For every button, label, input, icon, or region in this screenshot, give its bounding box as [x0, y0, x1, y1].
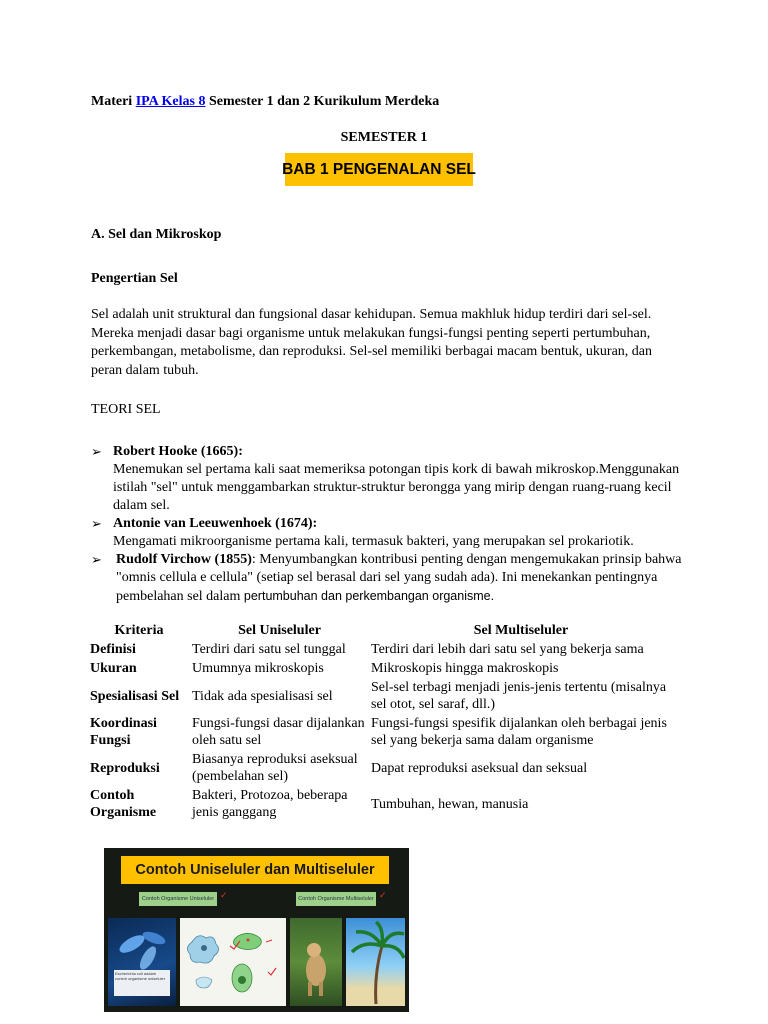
table-row	[88, 678, 673, 714]
label-uniseluler: Contoh Organisme Uniseluler	[139, 892, 217, 906]
scientist-description: Menemukan sel pertama kali saat memeriksa potongan tipis kork di bawah mikroskop.Menggunakan istilah "sel" untuk menggambarkan struktur-struktur berongga yang mirip dengan ruang-ruang kecil dalam sel.	[113, 462, 680, 513]
title-suffix: Semester 1 dan 2 Kurikulum Merdeka	[205, 94, 440, 109]
table-cell: Koordinasi Fungsi	[90, 716, 157, 748]
table-cell: Mikroskopis hingga makroskopis	[371, 661, 559, 676]
column-header: Kriteria	[114, 623, 164, 638]
table-cell: Fungsi-fungsi dasar dijalankan oleh satu sel	[192, 716, 365, 748]
table-cell: Umumnya mikroskopis	[192, 661, 324, 676]
table-cell: Reproduksi	[90, 760, 160, 776]
table-row	[88, 659, 673, 678]
title-prefix: Materi	[91, 94, 136, 109]
arrow-bullet-icon: ➢	[91, 552, 102, 567]
list-item	[91, 443, 691, 515]
dog-image	[290, 918, 342, 1006]
bacteria-caption: Escherichia coli adalah contoh organisme uniseluler	[115, 971, 166, 981]
protozoa-image	[180, 918, 286, 1006]
table-cell: Terdiri dari satu sel tunggal	[192, 642, 346, 657]
table-row	[88, 640, 673, 659]
figure-title: Contoh Uniseluler dan Multiseluler	[121, 856, 389, 884]
scientist-description: Mengamati mikroorganisme pertama kali, termasuk bakteri, yang merupakan sel prokariotik.	[113, 534, 634, 549]
table-cell: Tidak ada spesialisasi sel	[192, 688, 333, 704]
table-cell: Fungsi-fungsi spesifik dijalankan oleh berbagai jenis sel yang bekerja sama dalam organisme	[371, 716, 667, 748]
red-check-icon: ✓	[379, 891, 387, 901]
table-row	[88, 750, 673, 786]
dog-icon	[290, 918, 342, 1006]
table-cell: Contoh Organisme	[90, 788, 157, 820]
pengertian-heading: Pengertian Sel	[91, 271, 178, 286]
page-title	[91, 94, 439, 110]
table-cell: Biasanya reproduksi aseksual (pembelahan sel)	[192, 752, 358, 784]
table-row	[88, 786, 673, 822]
palm-tree-icon	[346, 918, 405, 1006]
palm-tree-image	[346, 918, 405, 1006]
semester-heading: SEMESTER 1	[340, 130, 428, 145]
bacteria-icon	[108, 918, 176, 1006]
table-cell: Terdiri dari lebih dari satu sel yang bekerja sama	[371, 642, 644, 657]
unicellular-multicellular-figure	[104, 848, 409, 1012]
table-cell: Tumbuhan, hewan, manusia	[371, 796, 529, 812]
bab-banner: BAB 1 PENGENALAN SEL	[285, 153, 473, 186]
table-cell: Dapat reproduksi aseksual dan seksual	[371, 760, 588, 776]
table-cell: Spesialisasi Sel	[90, 688, 180, 704]
column-header: Sel Uniseluler	[238, 623, 321, 638]
column-header: Sel Multiseluler	[473, 623, 569, 638]
table-cell: Sel-sel terbagi menjadi jenis-jenis tertentu (misalnya sel otot, sel saraf, dll.)	[371, 680, 667, 712]
scientist-name: Rudolf Virchow (1855)	[116, 552, 252, 567]
comparison-table	[88, 621, 673, 822]
list-item	[91, 551, 691, 606]
scientist-description-tail: pertumbuhan dan perkembangan organisme.	[243, 589, 495, 603]
scientist-name: Robert Hooke (1665):	[113, 444, 243, 459]
arrow-bullet-icon: ➢	[91, 444, 102, 459]
table-cell: Bakteri, Protozoa, beberapa jenis ganggang	[192, 788, 348, 820]
list-item	[91, 515, 691, 551]
table-cell: Ukuran	[90, 661, 137, 676]
bacteria-image	[108, 918, 176, 1006]
protozoa-icon	[180, 918, 286, 1006]
teori-list	[91, 443, 691, 606]
table-row	[88, 714, 673, 750]
label-multiseluler: Contoh Organisme Multiseluler	[296, 892, 376, 906]
arrow-bullet-icon: ➢	[91, 516, 102, 531]
table-cell: Definisi	[90, 642, 136, 657]
red-check-icon: ✓	[220, 891, 228, 901]
scientist-description: : Menyumbangkan kontribusi penting dengan mengemukakan prinsip bahwa "omnis cellula e cellula" (setiap sel berasal dari sel yang sudah ada). Ini menekankan pentingnya pembelahan sel dalam	[116, 552, 682, 604]
ipa-kelas-8-link[interactable]: IPA Kelas 8	[135, 94, 206, 109]
teori-heading: TEORI SEL	[91, 402, 161, 417]
table-header-row	[88, 621, 673, 640]
section-a-heading: A. Sel dan Mikroskop	[91, 227, 222, 242]
scientist-name: Antonie van Leeuwenhoek (1674):	[113, 516, 318, 531]
pengertian-paragraph: Sel adalah unit struktural dan fungsional dasar kehidupan. Semua makhluk hidup terdiri dari sel-sel. Mereka menjadi dasar bagi organisme untuk melakukan fungsi-fungsi penting seperti pertumbuhan, perkembangan, metabolisme, dan reproduksi. Sel-sel memiliki berbagai macam bentuk, ukuran, dan peran dalam tubuh.	[91, 307, 652, 378]
